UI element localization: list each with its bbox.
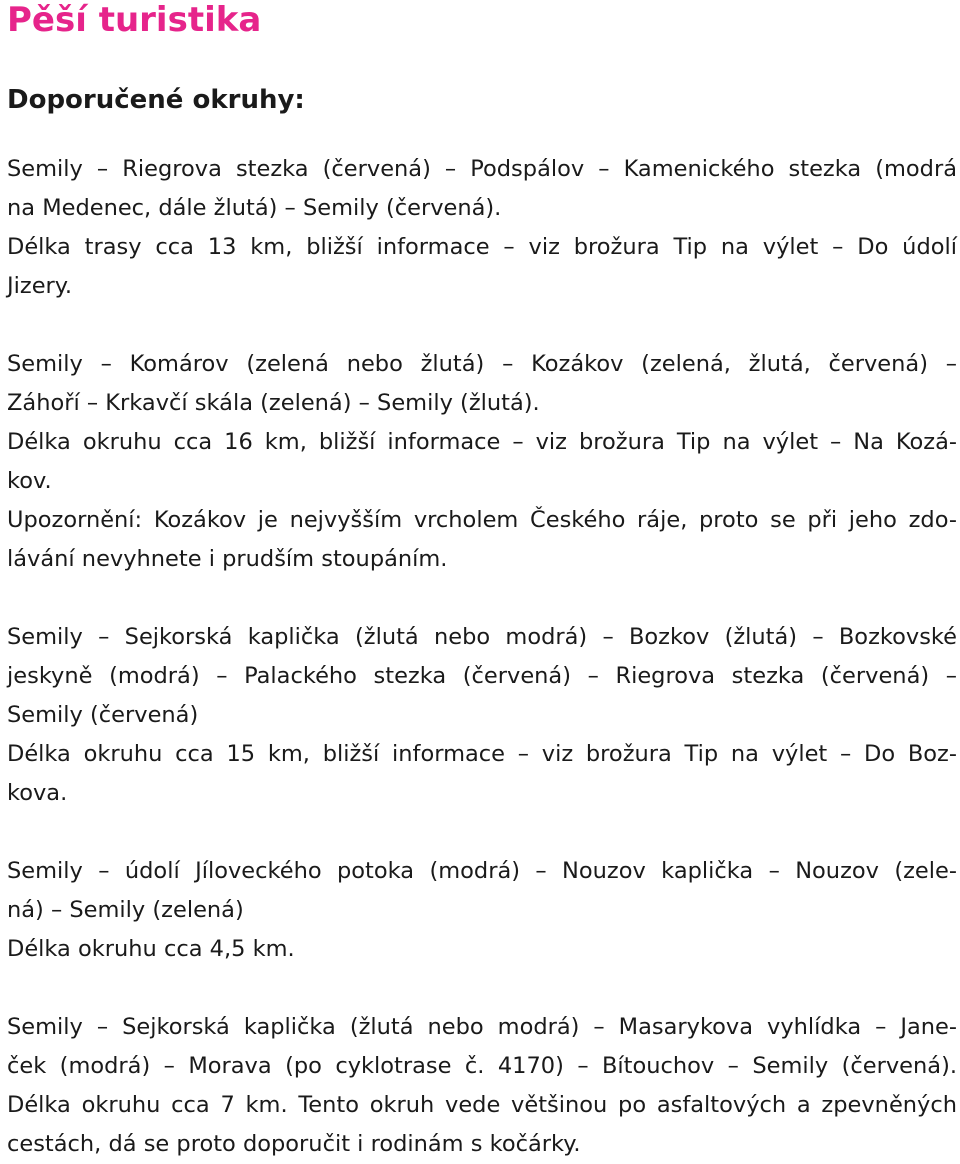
route-line: Semily – Sejkorská kaplička (žlutá nebo modrá) – Masarykova vyhlídka – Jane- xyxy=(7,1014,957,1040)
route-line: ček (modrá) – Morava (po cyklotrase č. 4170) – Bítouchov – Semily (červená). xyxy=(7,1053,957,1079)
route-block xyxy=(7,618,957,813)
route-line: kova. xyxy=(7,780,68,806)
route-line: lávání nevyhnete i prudším stoupáním. xyxy=(7,546,448,572)
route-line: Jizery. xyxy=(7,273,73,299)
route-block xyxy=(7,150,957,306)
route-line: Semily – údolí Jíloveckého potoka (modrá) – Nouzov kaplička – Nouzov (zele- xyxy=(7,858,957,884)
route-line: Upozornění: Kozákov je nejvyšším vrcholem Českého ráje, proto se při jeho zdo- xyxy=(7,507,957,533)
section-heading: Doporučené okruhy: xyxy=(7,85,305,115)
route-line: Délka okruhu cca 4,5 km. xyxy=(7,936,295,962)
route-line: Délka okruhu cca 7 km. Tento okruh vede většinou po asfaltových a zpevněných xyxy=(7,1092,957,1118)
route-block xyxy=(7,1008,957,1164)
route-block xyxy=(7,852,957,969)
route-block xyxy=(7,345,957,579)
route-line: Délka okruhu cca 16 km, bližší informace – viz brožura Tip na výlet – Na Kozá- xyxy=(7,429,957,455)
route-line: Semily (červená) xyxy=(7,702,199,728)
route-line: kov. xyxy=(7,468,52,494)
route-line: jeskyně (modrá) – Palackého stezka (červená) – Riegrova stezka (červená) – xyxy=(7,663,957,689)
route-line: na Medenec, dále žlutá) – Semily (červená). xyxy=(7,195,502,221)
route-line: Semily – Komárov (zelená nebo žlutá) – Kozákov (zelená, žlutá, červená) – xyxy=(7,351,957,377)
route-line: Délka okruhu cca 15 km, bližší informace – viz brožura Tip na výlet – Do Boz- xyxy=(7,741,957,767)
route-line: Délka trasy cca 13 km, bližší informace – viz brožura Tip na výlet – Do údolí xyxy=(7,234,957,260)
route-line: Semily – Sejkorská kaplička (žlutá nebo modrá) – Bozkov (žlutá) – Bozkovské xyxy=(7,624,957,650)
route-line: Semily – Riegrova stezka (červená) – Podspálov – Kamenického stezka (modrá xyxy=(7,156,957,182)
route-line: ná) – Semily (zelená) xyxy=(7,897,244,923)
route-line: cestách, dá se proto doporučit i rodinám s kočárky. xyxy=(7,1131,581,1157)
page-title: Pěší turistika xyxy=(7,0,262,40)
route-line: Záhoří – Krkavčí skála (zelená) – Semily (žlutá). xyxy=(7,390,540,416)
